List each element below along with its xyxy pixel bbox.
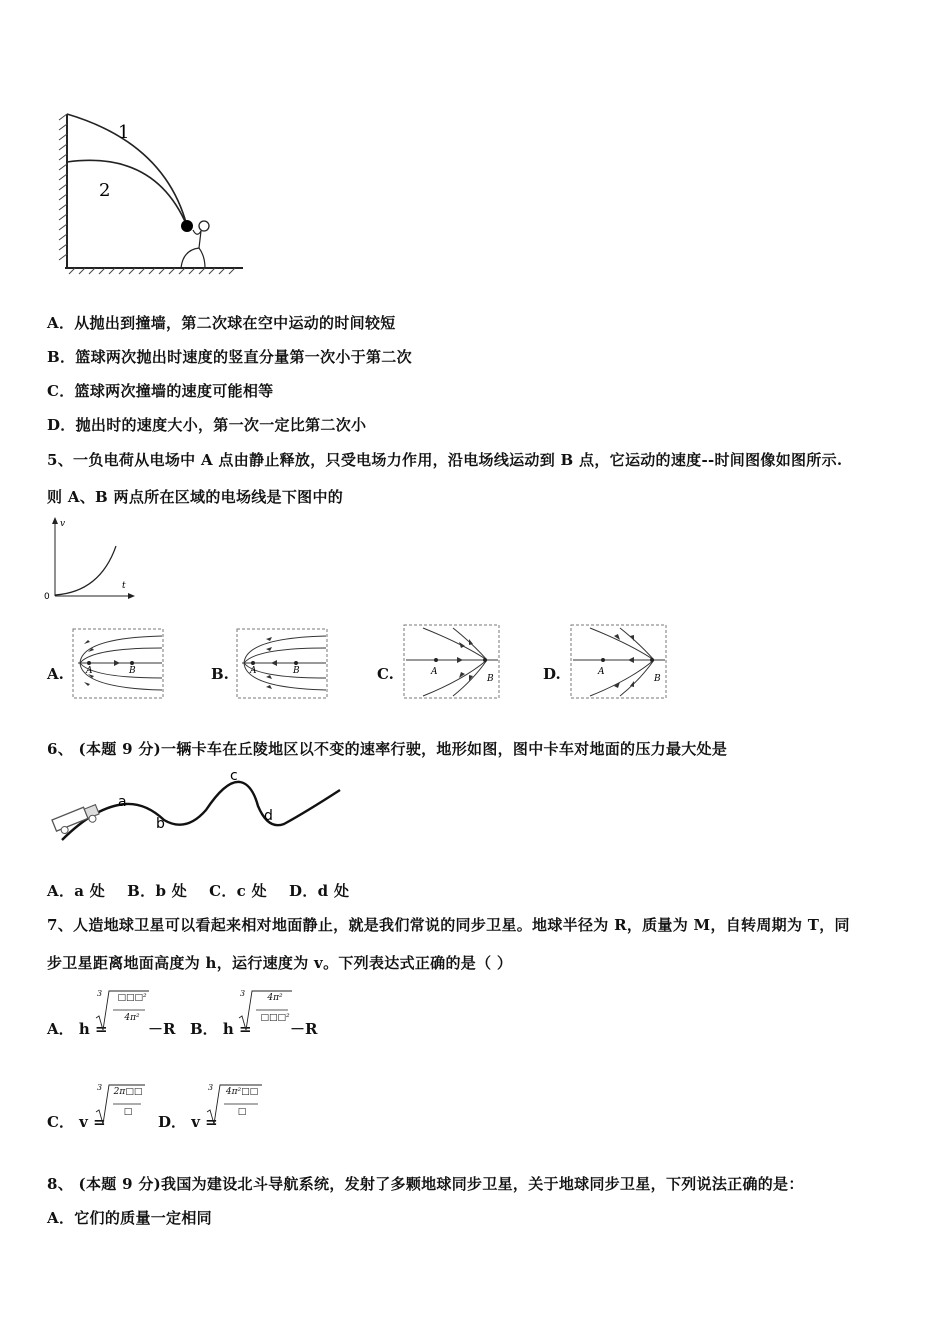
q7-option-d-denominator: □ bbox=[237, 1107, 247, 1117]
point-d-terrain: d bbox=[264, 808, 273, 824]
point-b-label: B bbox=[293, 666, 300, 676]
root-index: 3 bbox=[240, 989, 246, 998]
q7-option-a-prefix: A． h = bbox=[47, 1020, 108, 1038]
q5-stem-line2: 则 A、B 两点所在区域的电场线是下图中的 bbox=[47, 488, 344, 506]
hill-terrain-figure bbox=[46, 768, 346, 858]
q5-option-b-label: B. bbox=[211, 665, 229, 683]
point-a-label: A bbox=[431, 667, 438, 677]
basketball-trajectory-figure bbox=[55, 108, 250, 278]
q7-option-c-prefix: C． v = bbox=[47, 1113, 106, 1131]
q7-option-a-denominator: 4π² bbox=[124, 1013, 140, 1023]
curve-2-label: 2 bbox=[99, 180, 111, 201]
curve-1-label: 1 bbox=[118, 122, 130, 143]
point-b-label: B bbox=[129, 666, 136, 676]
point-a-label: A bbox=[250, 666, 257, 676]
point-b-terrain: b bbox=[156, 816, 165, 832]
velocity-time-graph bbox=[40, 514, 140, 604]
q4-option-d: D．抛出时的速度大小，第一次一定比第二次小 bbox=[47, 416, 367, 434]
q5-option-a-label: A. bbox=[47, 665, 64, 683]
root-index: 3 bbox=[97, 1083, 103, 1092]
field-lines-option-d bbox=[570, 624, 670, 700]
origin-label: 0 bbox=[44, 592, 50, 602]
q5-option-c-label: C. bbox=[377, 665, 394, 683]
root-index: 3 bbox=[208, 1083, 214, 1092]
field-lines-option-b bbox=[236, 628, 329, 700]
point-a-terrain: a bbox=[118, 794, 127, 810]
q6-options: A．a 处 B．b 处 C．c 处 D．d 处 bbox=[47, 882, 350, 900]
q7-option-c-numerator: 2π□□ bbox=[113, 1087, 143, 1097]
point-b-label: B bbox=[487, 674, 494, 684]
q8-stem: 8、 (本题 9 分)我国为建设北斗导航系统，发射了多颗地球同步卫星，关于地球同步卫星，下列说法正确的是： bbox=[47, 1175, 804, 1193]
q7-option-d-numerator: 4π²□□ bbox=[225, 1087, 259, 1097]
t-axis-label: t bbox=[122, 581, 126, 591]
q7-option-b-suffix: －R bbox=[290, 1020, 318, 1038]
q5-option-d-label: D. bbox=[543, 665, 561, 683]
point-a-label: A bbox=[598, 667, 605, 677]
root-index: 3 bbox=[97, 989, 103, 998]
q7-option-a-numerator: □□□² bbox=[117, 993, 147, 1003]
point-c-terrain: c bbox=[230, 768, 238, 784]
field-lines-option-c bbox=[403, 624, 503, 700]
q7-stem-line2: 步卫星距离地面高度为 h，运行速度为 v。下列表达式正确的是（ ） bbox=[47, 954, 513, 972]
q7-option-d-prefix: D． v = bbox=[158, 1113, 218, 1131]
q4-option-c: C．篮球两次撞墙的速度可能相等 bbox=[47, 382, 274, 400]
q7-option-b-numerator: 4π² bbox=[267, 993, 283, 1003]
q8-option-a: A．它们的质量一定相同 bbox=[47, 1209, 212, 1227]
q6-stem: 6、 (本题 9 分)一辆卡车在丘陵地区以不变的速率行驶，地形如图，图中卡车对地面的压力最大处是 bbox=[47, 740, 728, 758]
q7-option-a-suffix: －R bbox=[148, 1020, 176, 1038]
q7-stem-line1: 7、人造地球卫星可以看起来相对地面静止，就是我们常说的同步卫星。地球半径为 R，质量为 M，自转周期为 T，同 bbox=[47, 916, 850, 934]
q4-option-b: B．篮球两次抛出时速度的竖直分量第一次小于第二次 bbox=[47, 348, 412, 366]
q5-stem-line1: 5、一负电荷从电场中 A 点由静止释放，只受电场力作用，沿电场线运动到 B 点，它运动的速度--时间图像如图所示. bbox=[47, 451, 843, 469]
q7-option-b-prefix: B． h = bbox=[190, 1020, 252, 1038]
q4-option-a: A．从抛出到撞墙，第二次球在空中运动的时间较短 bbox=[47, 314, 396, 332]
field-lines-option-a bbox=[72, 628, 165, 700]
v-axis-label: v bbox=[60, 519, 66, 529]
point-a-label: A bbox=[86, 666, 93, 676]
q7-option-c-denominator: □ bbox=[123, 1107, 133, 1117]
q7-option-b-denominator: □□□² bbox=[260, 1013, 290, 1023]
point-b-label: B bbox=[654, 674, 661, 684]
